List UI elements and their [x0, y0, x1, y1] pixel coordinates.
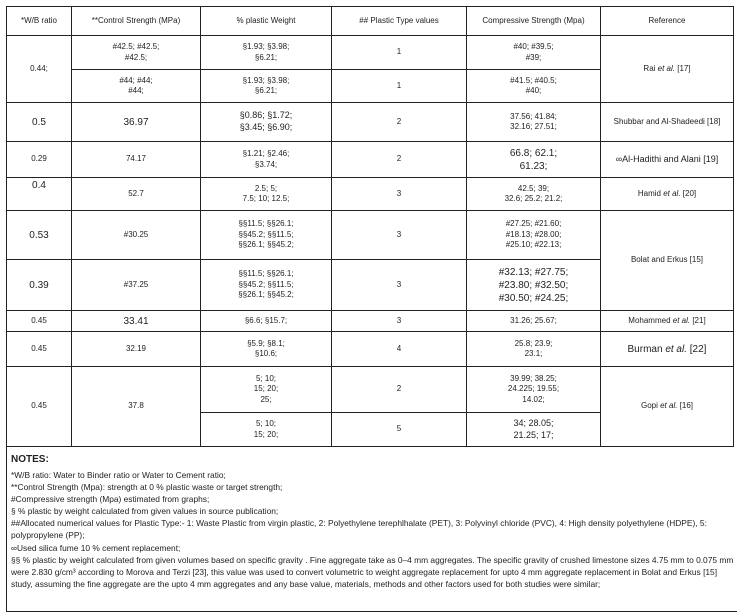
cell-type: 1 [332, 70, 467, 103]
cell-control: 74.17 [72, 142, 201, 178]
ref-number: [20] [680, 188, 697, 198]
cell-plastic: §5.9; §8.1; §10.6; [201, 332, 332, 367]
cell-comp: #40; #39.5; #39; [467, 36, 601, 70]
cell-wb: 0.53 [7, 211, 72, 260]
cell-comp: #41.5; #40.5; #40; [467, 70, 601, 103]
ref-etal: et al. [672, 315, 691, 325]
cell-type: 2 [332, 103, 467, 142]
header-control-strength: **Control Strength (MPa) [72, 7, 201, 36]
cell-reference [601, 311, 734, 332]
data-table-container [6, 6, 733, 612]
cell-plastic: §1.93; §3.98; §6.21; [201, 70, 332, 103]
note-line: #Compressive strength (Mpa) estimated from graphs; [11, 493, 210, 504]
note-line: *W/B ratio: Water to Binder ratio or Water to Cement ratio; [11, 469, 226, 480]
ref-number: [17] [675, 63, 691, 73]
cell-plastic: 2.5; 5; 7.5; 10; 12.5; [201, 178, 332, 211]
cell-comp: 42.5; 39; 32.6; 25.2; 21.2; [467, 178, 601, 211]
cell-control: #30.25 [72, 211, 201, 260]
cell-type: 3 [332, 311, 467, 332]
ref-author: Mohammed [628, 315, 673, 325]
note-line: **Control Strength (Mpa): strength at 0 % plastic waste or target strength; [11, 481, 283, 492]
cell-comp: #27.25; #21.60; #18.13; #28.00; #25.10; #22.13; [467, 211, 601, 260]
cell-control: 37.8 [72, 367, 201, 447]
cell-control: #37.25 [72, 260, 201, 311]
cell-control: #44; #44; #44; [72, 70, 201, 103]
cell-reference: Bolat and Erkus [15] [601, 211, 734, 311]
cell-reference [601, 178, 734, 211]
cell-type: 3 [332, 211, 467, 260]
cell-comp: 37.56; 41.84; 32.16; 27.51; [467, 103, 601, 142]
table-row [7, 36, 734, 70]
cell-type: 2 [332, 142, 467, 178]
ref-etal: et al. [663, 188, 681, 198]
cell-comp: 34; 28.05; 21.25; 17; [467, 413, 601, 447]
cell-type: 3 [332, 260, 467, 311]
ref-author: Burman [627, 343, 666, 355]
table-row [7, 367, 734, 413]
cell-plastic: §0.86; §1.72; §3.45; §6.90; [201, 103, 332, 142]
cell-control: 52.7 [72, 178, 201, 211]
note-line: §§ % plastic by weight calculated from given volumes based on specific gravity . Fine aggregate take as 0–4 mm aggregates. The specific gravity of crushed limestone sizes 4.75 mm to 0.075 mm were 2.830 g/cm³ according to Morova and Terzi [23], this value was used to convert volumetric to weight aggregate replacement for upto 4 mm aggregate replacement in Bolat and Erkus [15] study, assuming the fine aggregate are the upto 4 mm aggregates and any base value, materials, methods and other factors used for both studies were similar; [11, 554, 734, 590]
table-row [7, 311, 734, 332]
cell-comp: 39.99; 38.25; 24.225; 19.55; 14.02; [467, 367, 601, 413]
note-line: ##Allocated numerical values for Plastic Type:- 1: Waste Plastic from virgin plastic, 2: Polyethylene terephlhalate (PET), 3: Polyvinyl chloride (PVC), 4: High density polyethylene (HDPE), 5: polypropylene (PP); [11, 518, 707, 541]
ref-etal: et al. [660, 401, 678, 411]
header-compressive-strength: Compressive Strength (Mpa) [467, 7, 601, 36]
cell-wb: 0.5 [7, 103, 72, 142]
ref-number: [21] [690, 315, 706, 325]
cell-comp: 25.8; 23.9; 23.1; [467, 332, 601, 367]
cell-type: 2 [332, 367, 467, 413]
ref-author: Rai [643, 63, 658, 73]
ref-number: [22] [687, 343, 707, 355]
cell-type: 1 [332, 36, 467, 70]
table-row [7, 178, 734, 211]
cell-reference [601, 36, 734, 103]
cell-wb: 0.45 [7, 367, 72, 447]
ref-author: Gopi [640, 401, 661, 411]
cell-control: 33.41 [72, 311, 201, 332]
cell-comp: 31.26; 25.67; [467, 311, 601, 332]
cell-comp: 66.8; 62.1; 61.23; [467, 142, 601, 178]
table-notes [6, 447, 737, 612]
ref-author: Hamid [637, 188, 664, 198]
cell-plastic: §§11.5; §§26.1; §§45.2; §§11.5; §§26.1; §§45.2; [201, 211, 332, 260]
cell-plastic: §1.93; §3.98; §6.21; [201, 36, 332, 70]
cell-type: 3 [332, 178, 467, 211]
note-line: ∞Used silica fume 10 % cement replacement; [11, 542, 181, 553]
table-row [7, 332, 734, 367]
cell-wb: 0.44; [7, 36, 72, 103]
cell-wb: 0.45 [7, 311, 72, 332]
cell-wb: 0.45 [7, 332, 72, 367]
cell-reference [601, 367, 734, 447]
table-row [7, 142, 734, 178]
cell-plastic: §§11.5; §§26.1; §§45.2; §§11.5; §§26.1; §§45.2; [201, 260, 332, 311]
header-plastic-type: ## Plastic Type values [332, 7, 467, 36]
header-wb-ratio: *W/B ratio [7, 7, 72, 36]
cell-type: 4 [332, 332, 467, 367]
header-reference: Reference [601, 7, 734, 36]
cell-control: 32.19 [72, 332, 201, 367]
cell-reference: Shubbar and Al-Shadeedi [18] [601, 103, 734, 142]
cell-control: #42.5; #42.5; #42.5; [72, 36, 201, 70]
ref-etal: et al. [665, 343, 687, 355]
cell-plastic: §1.21; §2.46; §3.74; [201, 142, 332, 178]
note-line: § % plastic by weight calculated from given values in source publication; [11, 506, 279, 517]
cell-plastic: 5; 10; 15; 20; [201, 413, 332, 447]
ref-etal: et al. [657, 63, 675, 73]
cell-reference: ∞Al-Hadithi and Alani [19] [601, 142, 734, 178]
cell-wb: 0.4 [7, 178, 72, 211]
cell-wb: 0.39 [7, 260, 72, 311]
table-row [7, 103, 734, 142]
notes-title: NOTES: [11, 454, 49, 465]
table-header-row [7, 7, 734, 36]
cell-plastic: 5; 10; 15; 20; 25; [201, 367, 332, 413]
cell-control: 36.97 [72, 103, 201, 142]
table-row [7, 211, 734, 260]
cell-wb: 0.29 [7, 142, 72, 178]
cell-plastic: §6.6; §15.7; [201, 311, 332, 332]
ref-number: [16] [677, 401, 694, 411]
cell-reference [601, 332, 734, 367]
cell-type: 5 [332, 413, 467, 447]
compressive-strength-table [6, 6, 734, 447]
header-plastic-weight: % plastic Weight [201, 7, 332, 36]
cell-comp: #32.13; #27.75; #23.80; #32.50; #30.50; #24.25; [467, 260, 601, 311]
